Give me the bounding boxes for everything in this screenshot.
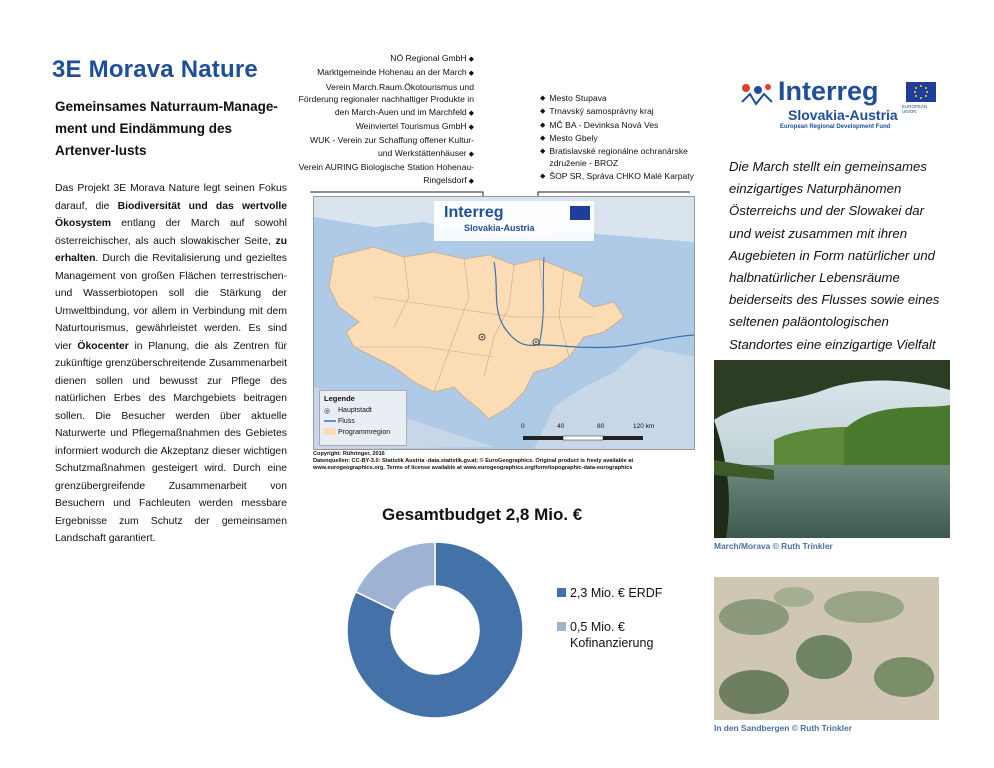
body-bold-3: Ökocenter	[77, 340, 129, 352]
budget-title: Gesamtbudget 2,8 Mio. €	[382, 505, 583, 524]
legend-item-river: Fluss	[324, 416, 406, 427]
budget-legend	[557, 585, 662, 669]
photo-caption-2: In den Sandbergen © Ruth Trinkler	[714, 723, 852, 733]
eu-flag-icon	[570, 206, 590, 220]
programme-map	[313, 196, 695, 450]
eu-flag-icon	[906, 82, 936, 102]
photo-caption-1: March/Morava © Ruth Trinkler	[714, 541, 833, 551]
partner-sk: ◆ Trnavský samosprávny kraj	[540, 105, 710, 118]
legend-item-region: Programmregion	[324, 427, 406, 438]
kofinanzierung-swatch	[557, 622, 566, 631]
logo-fund: European Regional Development Fund	[780, 124, 891, 130]
photo-sandbergen	[714, 577, 939, 720]
map-legend	[319, 390, 407, 446]
map-scale: 0 40 80 120 km	[519, 422, 689, 442]
page-title: 3E Morava Nature	[52, 56, 258, 83]
capital-icon: ◎	[324, 407, 331, 415]
partners-slovakia-list	[540, 92, 710, 183]
partner-at: NÖ Regional GmbH ◆	[294, 52, 474, 66]
erdf-swatch	[557, 588, 566, 597]
partners-austria-list	[294, 52, 474, 188]
interreg-stars-icon	[738, 82, 774, 106]
budget-legend-kofinanzierung: 0,5 Mio. € Kofinanzierung	[557, 619, 662, 651]
body-text-2: entlang der March auf sowohl österreichischer, als auch slowakischer Seite,	[55, 218, 287, 247]
partner-sk: ◆ Bratislavské regionálne ochranárske združenie - BROZ	[540, 145, 710, 170]
partner-at: Verein March.Raum.Ökotourismus und Förderung regionaler nachhaltiger Produkte in den March-Auen und im Marchfeld ◆	[294, 81, 474, 120]
partner-at: WUK - Verein zur Schaffung offener Kultur- und Werkstättenhäuser ◆	[294, 134, 474, 161]
river-line-icon	[324, 418, 338, 425]
region-swatch-icon	[324, 428, 338, 437]
body-bold-2: zu erhalten	[55, 235, 287, 264]
body-text	[55, 180, 287, 548]
partner-sk: ◆ MČ BA - Devinksa Nová Ves	[540, 119, 710, 132]
legend-item-capital: ◎ Hauptstadt	[324, 407, 372, 415]
map-interreg-logo: Interreg Slovakia-Austria	[434, 201, 594, 241]
budget-donut-chart	[345, 540, 525, 720]
budget-legend-erdf: 2,3 Mio. € ERDF	[557, 585, 662, 601]
partner-at: Weinviertel Tourismus GmbH ◆	[294, 120, 474, 134]
body-text-3: . Durch die Revitalisierung und gezieltes Management von großen Flächen terrestrischen- und Wasserbiotopen soll die Stärkung der Umweltbindung, vor allem in Verbindung mit dem Naturtourismus, gewährleistet werden. Es sind vier	[55, 253, 287, 352]
map-credit: Copyright: Rühringer, 2016 Datenquellen: CC-BY-3.0: Statistik Austria -data.statistik.gv.at; © EuroGeographics. Original product is freely available at www.eurogeographics.org. Terms of license available at www.eurogeographics.org/form/topographic-data-eurographics	[313, 451, 634, 472]
body-bold-1: Biodiversität und das wertvolle Ökosystem	[55, 200, 287, 229]
logo-name: Interreg	[778, 76, 879, 106]
partner-at: Marktgemeinde Hohenau an der March ◆	[294, 66, 474, 80]
partner-sk: ◆ ŠOP SR, Správa CHKO Malé Karpaty	[540, 170, 710, 183]
subtitle: Gemeinsames Naturraum-Manage-ment und Eindämmung des Artenver-lusts	[55, 99, 278, 158]
interreg-logo	[738, 78, 938, 138]
quote-text: Die March stellt ein gemeinsames einzigartiges Naturphänomen Österreichs und der Slowakei dar und weist zusammen mit ihren Augebieten in Form natürlicher und halbnatürlicher Lebensräume beiderseits des Flusses sowie eines seltenen paläontologischen Standortes eine einzigartige Vielfalt	[729, 159, 940, 352]
body-text-1: Das Projekt 3E Morava Nature legt seinen Fokus darauf, die	[55, 183, 287, 212]
photo-march-river	[714, 360, 950, 538]
eu-label: EUROPEAN UNION	[902, 104, 928, 114]
partner-sk: ◆ Mesto Gbely	[540, 132, 710, 145]
legend-title: Legende	[324, 394, 355, 403]
logo-region: Slovakia-Austria	[788, 107, 898, 123]
body-text-4: in Planung, die als Zentren für zukünftige grenzüberschreitende Zusammenarbeit dienen sollen und bewusst zur Pflege des natürlichen Erbes des Marchgebiets beitragen sollen. Die Besucher werden über aktuelle Naturwerte und Pflegemaßnahmen des Gebietes informiert wodurch die Akzeptanz dieser wichtigen Schutzmaßnahmen gesteigert wird. Durch eine grenzübergreifende Zusammenarbeit von Besuchern und Fachleuten werden messbare Ergebnisse zum Schutz der gemeinsamen Landschaft garantiert.	[55, 340, 288, 544]
partner-at: Verein AURING Biologische Station Hohenau-Ringelsdorf ◆	[294, 161, 474, 188]
partner-sk: ◆ Mesto Stupava	[540, 92, 710, 105]
